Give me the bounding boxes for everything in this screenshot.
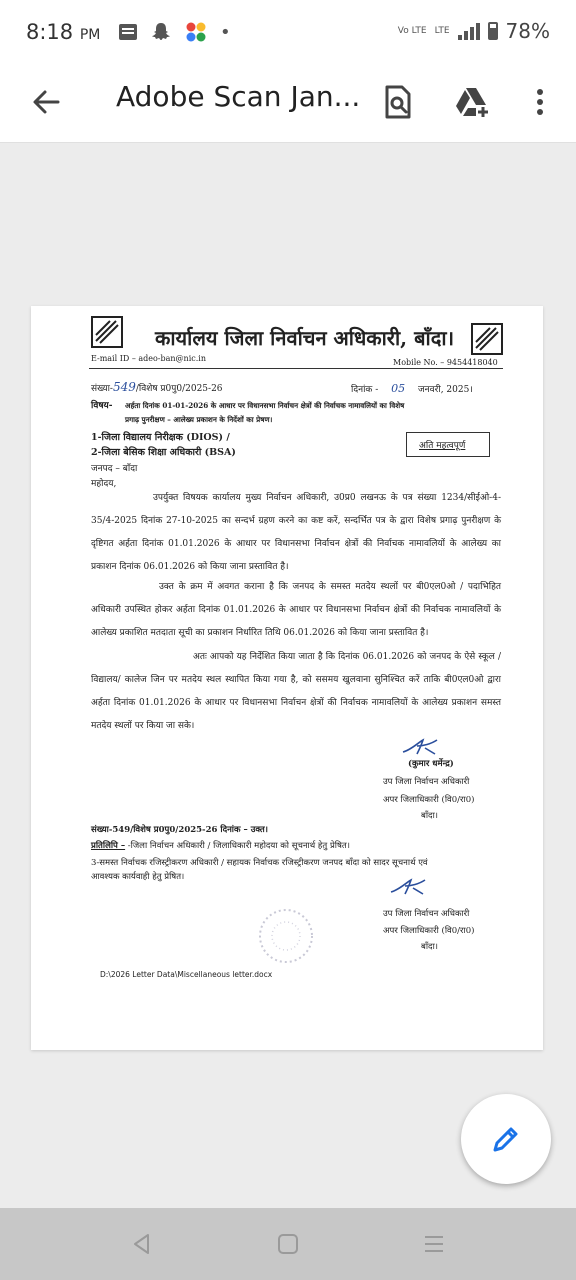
system-nav-bar — [0, 1208, 576, 1280]
nav-home-icon[interactable] — [276, 1232, 300, 1256]
notification-icons — [118, 20, 231, 44]
nav-recents-icon[interactable] — [422, 1232, 446, 1256]
signatory-title-1: उप जिला निर्वाचन अधिकारी — [383, 777, 470, 787]
status-time: 8:18 PM — [26, 20, 101, 44]
office-header-title: कार्यालय जिला निर्वाचन अधिकारी, बाँदा। — [155, 326, 455, 350]
eci-logo-left — [90, 315, 124, 349]
copy-line-1: प्रतिलिपि – -जिला निर्वाचन अधिकारी / जिलाधिकारी महोदया को सूचनार्थ हेतु प्रेषित। — [91, 841, 350, 851]
more-options-icon[interactable] — [522, 84, 558, 120]
find-in-page-icon[interactable] — [380, 84, 416, 120]
urgent-stamp: अति महत्वपूर्ण — [406, 432, 490, 457]
document-page — [31, 306, 543, 1050]
more-notifications-dot: • — [220, 21, 231, 43]
photos-app-icon — [184, 20, 208, 44]
header-divider — [89, 368, 503, 369]
mobile-line: Mobile No. – 9454418040 — [393, 358, 498, 367]
signatory-name: (कुमार धर्मेन्द्र) — [408, 759, 454, 769]
message-icon — [118, 22, 138, 42]
back-arrow-icon[interactable] — [28, 84, 64, 120]
app-bar — [0, 64, 576, 143]
battery-percent: 78% — [505, 19, 550, 43]
paragraph-1: उपर्युक्त विषयक कार्यालय मुख्य निर्वाचन अधिकारी, उ0प्र0 लखनऊ के पत्र संख्या 1234/सीईओ-4-35/4-2025 दिनांक 27-10-2025 का सन्दर्भ ग्रहण करने का कष्ट करें, सन्दर्भित पत्र के द्वारा विशेष प्रगाढ़ पुनरीक्षण के दृष्टिगत अर्हता दिनांक 01.01.2026 के आधार पर विधानसभा निर्वाचन क्षेत्रों की निर्वाचक नामावलियों के आलेख्य का प्रकाशन दिनांक 06.01.2026 को किया जाना प्रस्तावित है। — [91, 493, 501, 572]
signature-2 — [387, 876, 437, 898]
copy-reference: संख्या-549/विशेष प्र0पु0/2025-26 दिनांक – उक्त। — [91, 825, 268, 835]
lte-icon: LTE — [434, 25, 450, 36]
signatory-title-2: अपर जिलाधिकारी (वि0/रा0) — [383, 795, 475, 805]
email-line: E-mail ID – adeo-ban@nic.in — [91, 354, 206, 363]
office-seal — [251, 906, 321, 966]
reference-number: संख्या-549/विशेष प्र0पु0/2025-26 — [91, 380, 223, 394]
copy-line-2: 3-समस्त निर्वाचक रजिस्ट्रीकरण अधिकारी / सहायक निर्वाचक रजिस्ट्रीकरण जनपद बाँदा को सादर सूचनार्थ एवं — [91, 858, 428, 868]
document-title: Adobe Scan Jan... — [116, 80, 361, 113]
district-line: जनपद – बाँदा — [91, 464, 138, 474]
eci-logo-right — [470, 322, 504, 356]
subject-line-2: प्रगाढ़ पुनरीक्षण – आलेख्य प्रकाशन के निर्देशों का प्रेषण। — [125, 415, 273, 424]
status-bar — [0, 0, 576, 64]
signature-1 — [399, 736, 449, 758]
signatory2-title-3: बाँदा। — [421, 942, 438, 952]
recipient-2: 2-जिला बेसिक शिक्षा अधिकारी (BSA) — [91, 447, 236, 458]
pencil-icon — [490, 1123, 522, 1155]
file-path-footer: D:\2026 Letter Data\Miscellaneous letter.docx — [100, 970, 273, 979]
add-to-drive-icon[interactable] — [454, 84, 490, 120]
status-right — [398, 19, 550, 43]
edit-fab-button[interactable] — [461, 1094, 551, 1184]
paragraph-2: उक्त के क्रम में अवगत कराना है कि जनपद के समस्त मतदेय स्थलों पर बी0एल0ओ / पदाभिहित अधिकारी उपस्थित होकर अर्हता दिनांक 01.01.2026 के आधार पर विधानसभा निर्वाचन क्षेत्रों की निर्वाचक नामावलियों के आलेख्य प्रकाशित मतदाता सूची का प्रकाशन निर्धारित तिथि 06.01.2026 को किया जाना प्रस्तावित है। — [91, 582, 501, 638]
signatory-title-3: बाँदा। — [421, 811, 438, 821]
nav-back-icon[interactable] — [130, 1232, 154, 1256]
signatory2-title-2: अपर जिलाधिकारी (वि0/रा0) — [383, 926, 475, 936]
subject-line-1: अर्हता दिनांक 01-01-2026 के आधार पर विधानसभा निर्वाचन क्षेत्रों की निर्वाचक नामावलियों का विशेष — [125, 401, 405, 410]
letter-date: दिनांक - 05 जनवरी, 2025। — [351, 382, 473, 395]
copy-line-3: आवश्यक कार्यवाही हेतु प्रेषित। — [91, 872, 185, 882]
snapchat-icon — [150, 21, 172, 43]
subject-label: विषय- — [91, 401, 113, 411]
recipient-1: 1-जिला विद्यालय निरीक्षक (DIOS) / — [91, 432, 230, 443]
salutation: महोदय, — [91, 479, 117, 489]
signatory2-title-1: उप जिला निर्वाचन अधिकारी — [383, 909, 470, 919]
volte-icon: Vo LTE — [397, 25, 427, 36]
signal-icon — [458, 22, 480, 40]
paragraph-3: अतः आपको यह निर्देशित किया जाता है कि दिनांक 06.01.2026 को जनपद के ऐसे स्कूल / विद्यालय/ कालेज जिन पर मतदेय स्थल स्थापित किया गया है, को ससमय खुलवाना सुनिश्चित करें ताकि बी0एल0ओ द्वारा अर्हता दिनांक 01.01.2026 के आधार पर विधानसभा निर्वाचन क्षेत्रों की निर्वाचक नामावलियों के आलेख्य प्रकाशन समस्त मतदेय स्थलों पर किया जा सके। — [91, 652, 501, 731]
battery-icon — [488, 22, 498, 40]
